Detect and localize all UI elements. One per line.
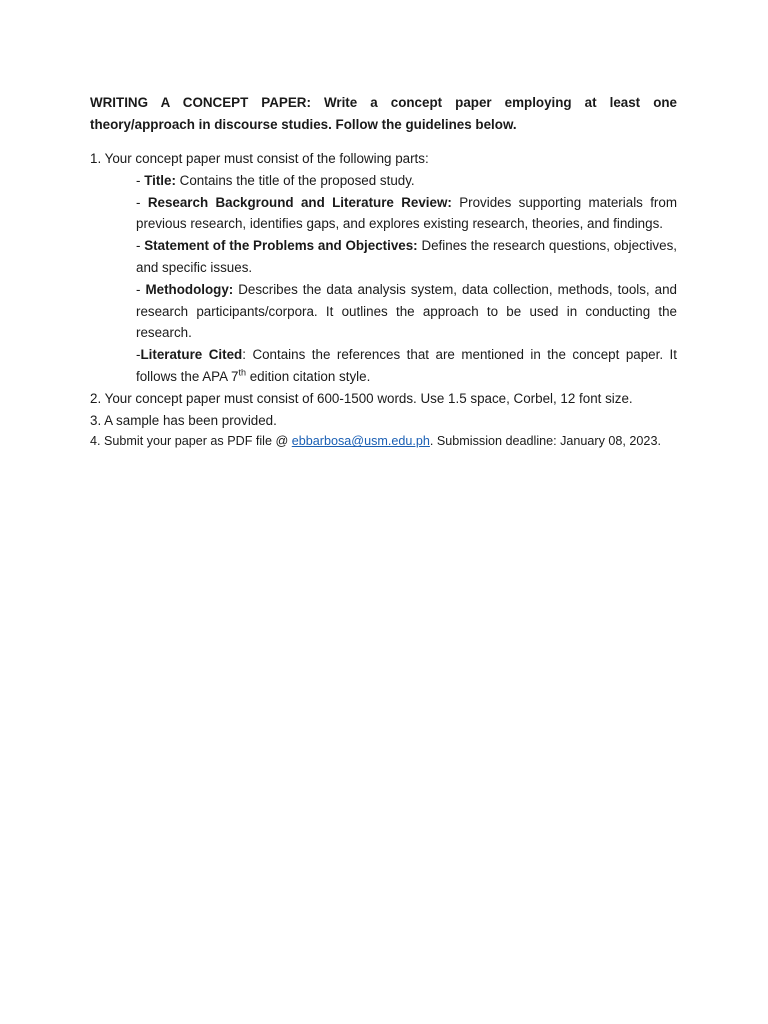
part-methodology [136,279,677,344]
document-page [90,92,677,453]
guideline-item-3: 3. A sample has been provided. [90,412,277,428]
heading-label: WRITING A CONCEPT PAPER: [90,95,311,110]
part-prefix: - [136,281,146,297]
part-label: Methodology: [145,281,234,297]
part-label: Research Background and Literature Review: [147,194,452,210]
part-prefix: - [136,172,145,188]
guideline-item-1 [90,148,677,388]
submission-deadline-text: . Submission deadline: January 08, 2023. [429,434,661,449]
parts-list [90,170,677,388]
part-description-end: edition citation style. [246,368,371,384]
part-statement-of-problems [136,235,677,279]
part-description: Describes the data analysis system, data collection, methods, tools, and research participants/corpora. It outlines the approach to be used in conducting the research. [136,281,677,341]
ordinal-superscript: th [238,367,246,378]
part-label: Statement of the Problems and Objectives: [144,238,418,254]
part-research-background [136,192,677,236]
part-description: Defines the research questions, objectives, and specific issues. [136,238,677,275]
part-prefix: - [136,347,141,363]
part-prefix: - [136,238,145,254]
part-prefix: - [136,194,148,210]
instruction-heading [90,92,677,136]
part-label: Title: [144,172,176,188]
heading-text: Write a concept paper employing at least one theory/approach in discourse studies. Follow the guidelines below. [90,95,678,132]
part-description: Provides supporting materials from previous research, identifies gaps, and explores existing research, theories, and findings. [136,194,677,232]
part-title [136,170,677,192]
part-literature-cited [136,344,677,388]
part-label: Literature Cited [140,347,243,363]
guideline-item-1-text: 1. Your concept paper must consist of the following parts: [90,151,429,166]
submission-text: 4. Submit your paper as PDF file @ [90,434,292,449]
guideline-item-2: 2. Your concept paper must consist of 600-1500 words. Use 1.5 space, Corbel, 12 font size. [90,390,633,406]
part-description: : Contains the references that are mentioned in the concept paper. It follows the APA 7 [136,347,677,384]
submission-email-link[interactable]: ebbarbosa@usm.edu.ph [291,434,430,449]
guideline-item-4 [90,431,677,453]
part-description: Contains the title of the proposed study. [175,172,415,188]
